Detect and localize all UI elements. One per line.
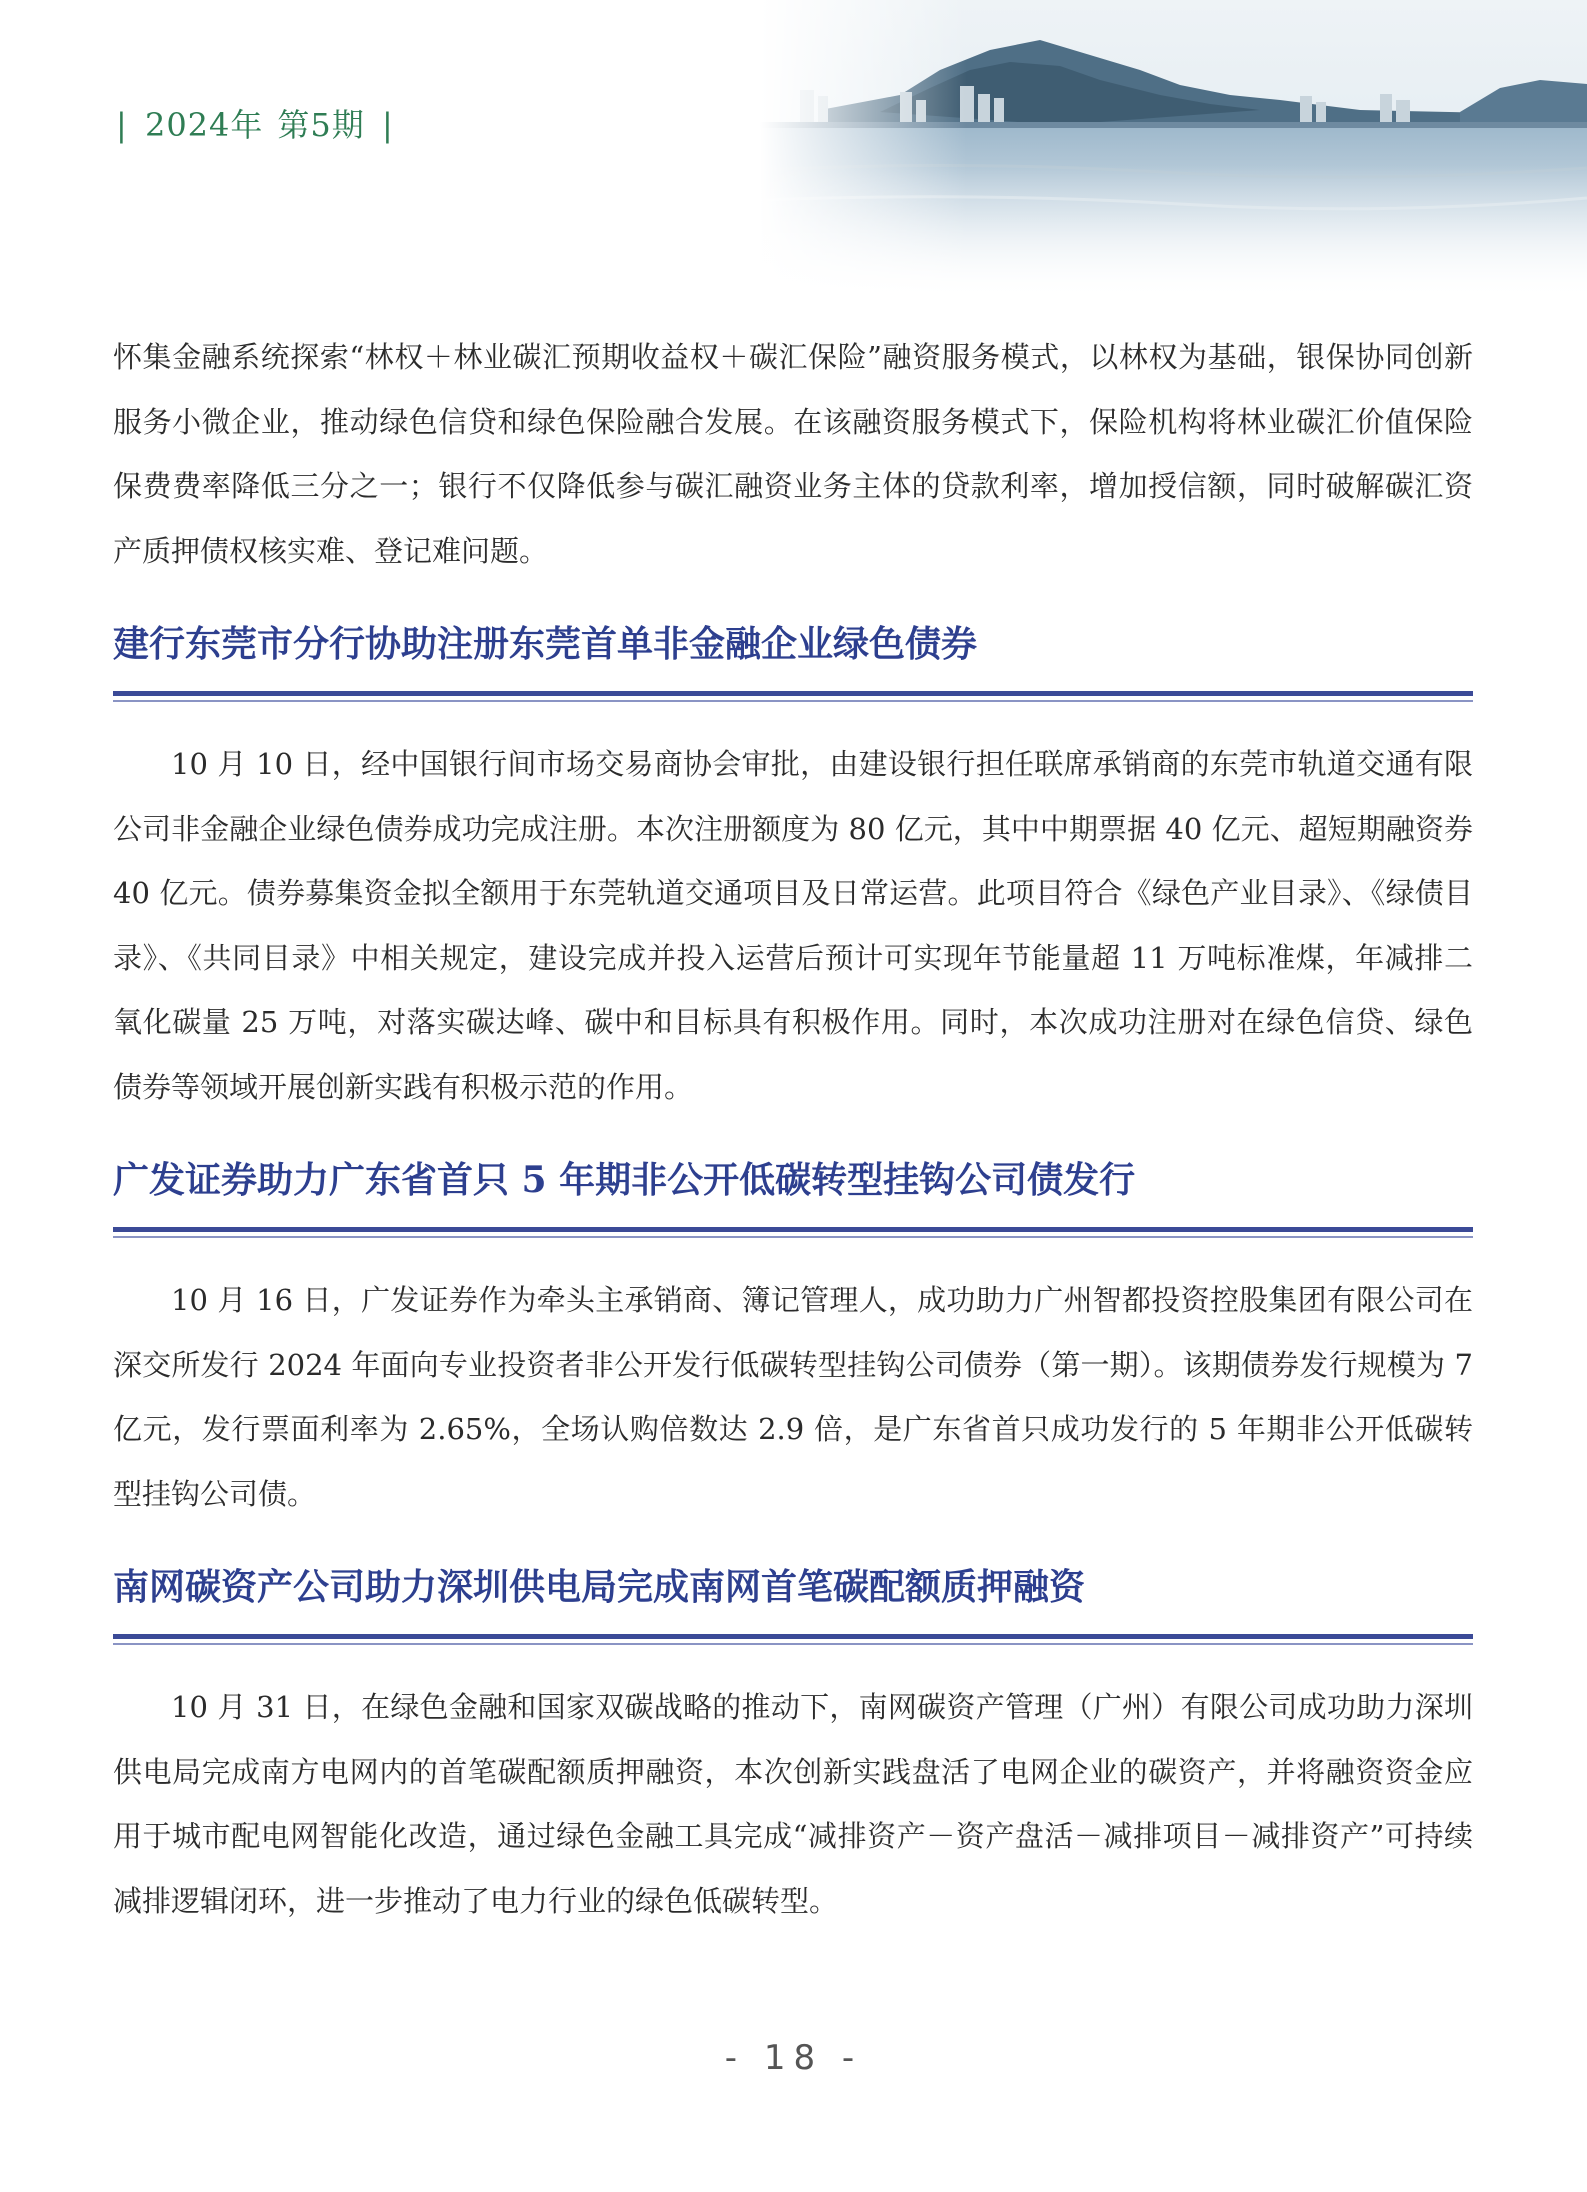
divider-bar: | <box>116 106 128 144</box>
section-divider <box>113 691 1473 702</box>
issue-number: 第5期 <box>277 106 365 144</box>
section-title: 建行东莞市分行协助注册东莞首单非金融企业绿色债券 <box>113 623 978 665</box>
divider-bar: | <box>381 106 394 144</box>
page-number: - 18 - <box>724 2038 863 2078</box>
news-section <box>113 611 1473 1119</box>
header-landscape-image <box>760 0 1587 300</box>
section-divider <box>113 1634 1473 1645</box>
section-body: 10 月 10 日，经中国银行间市场交易商协会审批，由建设银行担任联席承销商的东莞市轨道交通有限公司非金融企业绿色债券成功完成注册。本次注册额度为 80 亿元，其中中期票据 40 亿元、超短期融资券 40 亿元。债券募集资金拟全额用于东莞轨道交通项目及日常运营。此项目符合《绿色产业目录》、《绿债目录》、《共同目录》中相关规定，建设完成并投入运营后预计可实现年节能量超 11 万吨标准煤，年减排二氧化碳量 25 万吨，对落实碳达峰、碳中和目标具有积极作用。同时，本次成功注册对在绿色信贷、绿色债券等领域开展创新实践有积极示范的作用。 <box>113 747 1473 1104</box>
section-title: 南网碳资产公司助力深圳供电局完成南网首笔碳配额质押融资 <box>113 1566 1086 1608</box>
section-body: 10 月 31 日，在绿色金融和国家双碳战略的推动下，南网碳资产管理（广州）有限公司成功助力深圳供电局完成南方电网内的首笔碳配额质押融资，本次创新实践盘活了电网企业的碳资产，并将融资资金应用于城市配电网智能化改造，通过绿色金融工具完成“减排资产－资产盘活－减排项目－减排资产”可持续减排逻辑闭环，进一步推动了电力行业的绿色低碳转型。 <box>113 1690 1473 1918</box>
article-content <box>113 325 1473 1933</box>
issue-label <box>110 100 400 146</box>
section-title: 广发证券助力广东省首只 5 年期非公开低碳转型挂钩公司债发行 <box>113 1159 1136 1201</box>
section-body: 10 月 16 日，广发证券作为牵头主承销商、簿记管理人，成功助力广州智都投资控股集团有限公司在深交所发行 2024 年面向专业投资者非公开发行低碳转型挂钩公司债券（第一期）。该期债券发行规模为 7 亿元，发行票面利率为 2.65%，全场认购倍数达 2.9 倍，是广东省首只成功发行的 5 年期非公开低碳转型挂钩公司债。 <box>113 1283 1473 1511</box>
news-section <box>113 1147 1473 1526</box>
section-divider <box>113 1227 1473 1238</box>
intro-paragraph: 怀集金融系统探索“林权＋林业碳汇预期收益权＋碳汇保险”融资服务模式，以林权为基础，银保协同创新服务小微企业，推动绿色信贷和绿色保险融合发展。在该融资服务模式下，保险机构将林业碳汇价值保险保费费率降低三分之一；银行不仅降低参与碳汇融资业务主体的贷款利率，增加授信额，同时破解碳汇资产质押债权核实难、登记难问题。 <box>113 340 1473 568</box>
news-section <box>113 1554 1473 1933</box>
issue-year: 2024年 <box>144 106 264 144</box>
